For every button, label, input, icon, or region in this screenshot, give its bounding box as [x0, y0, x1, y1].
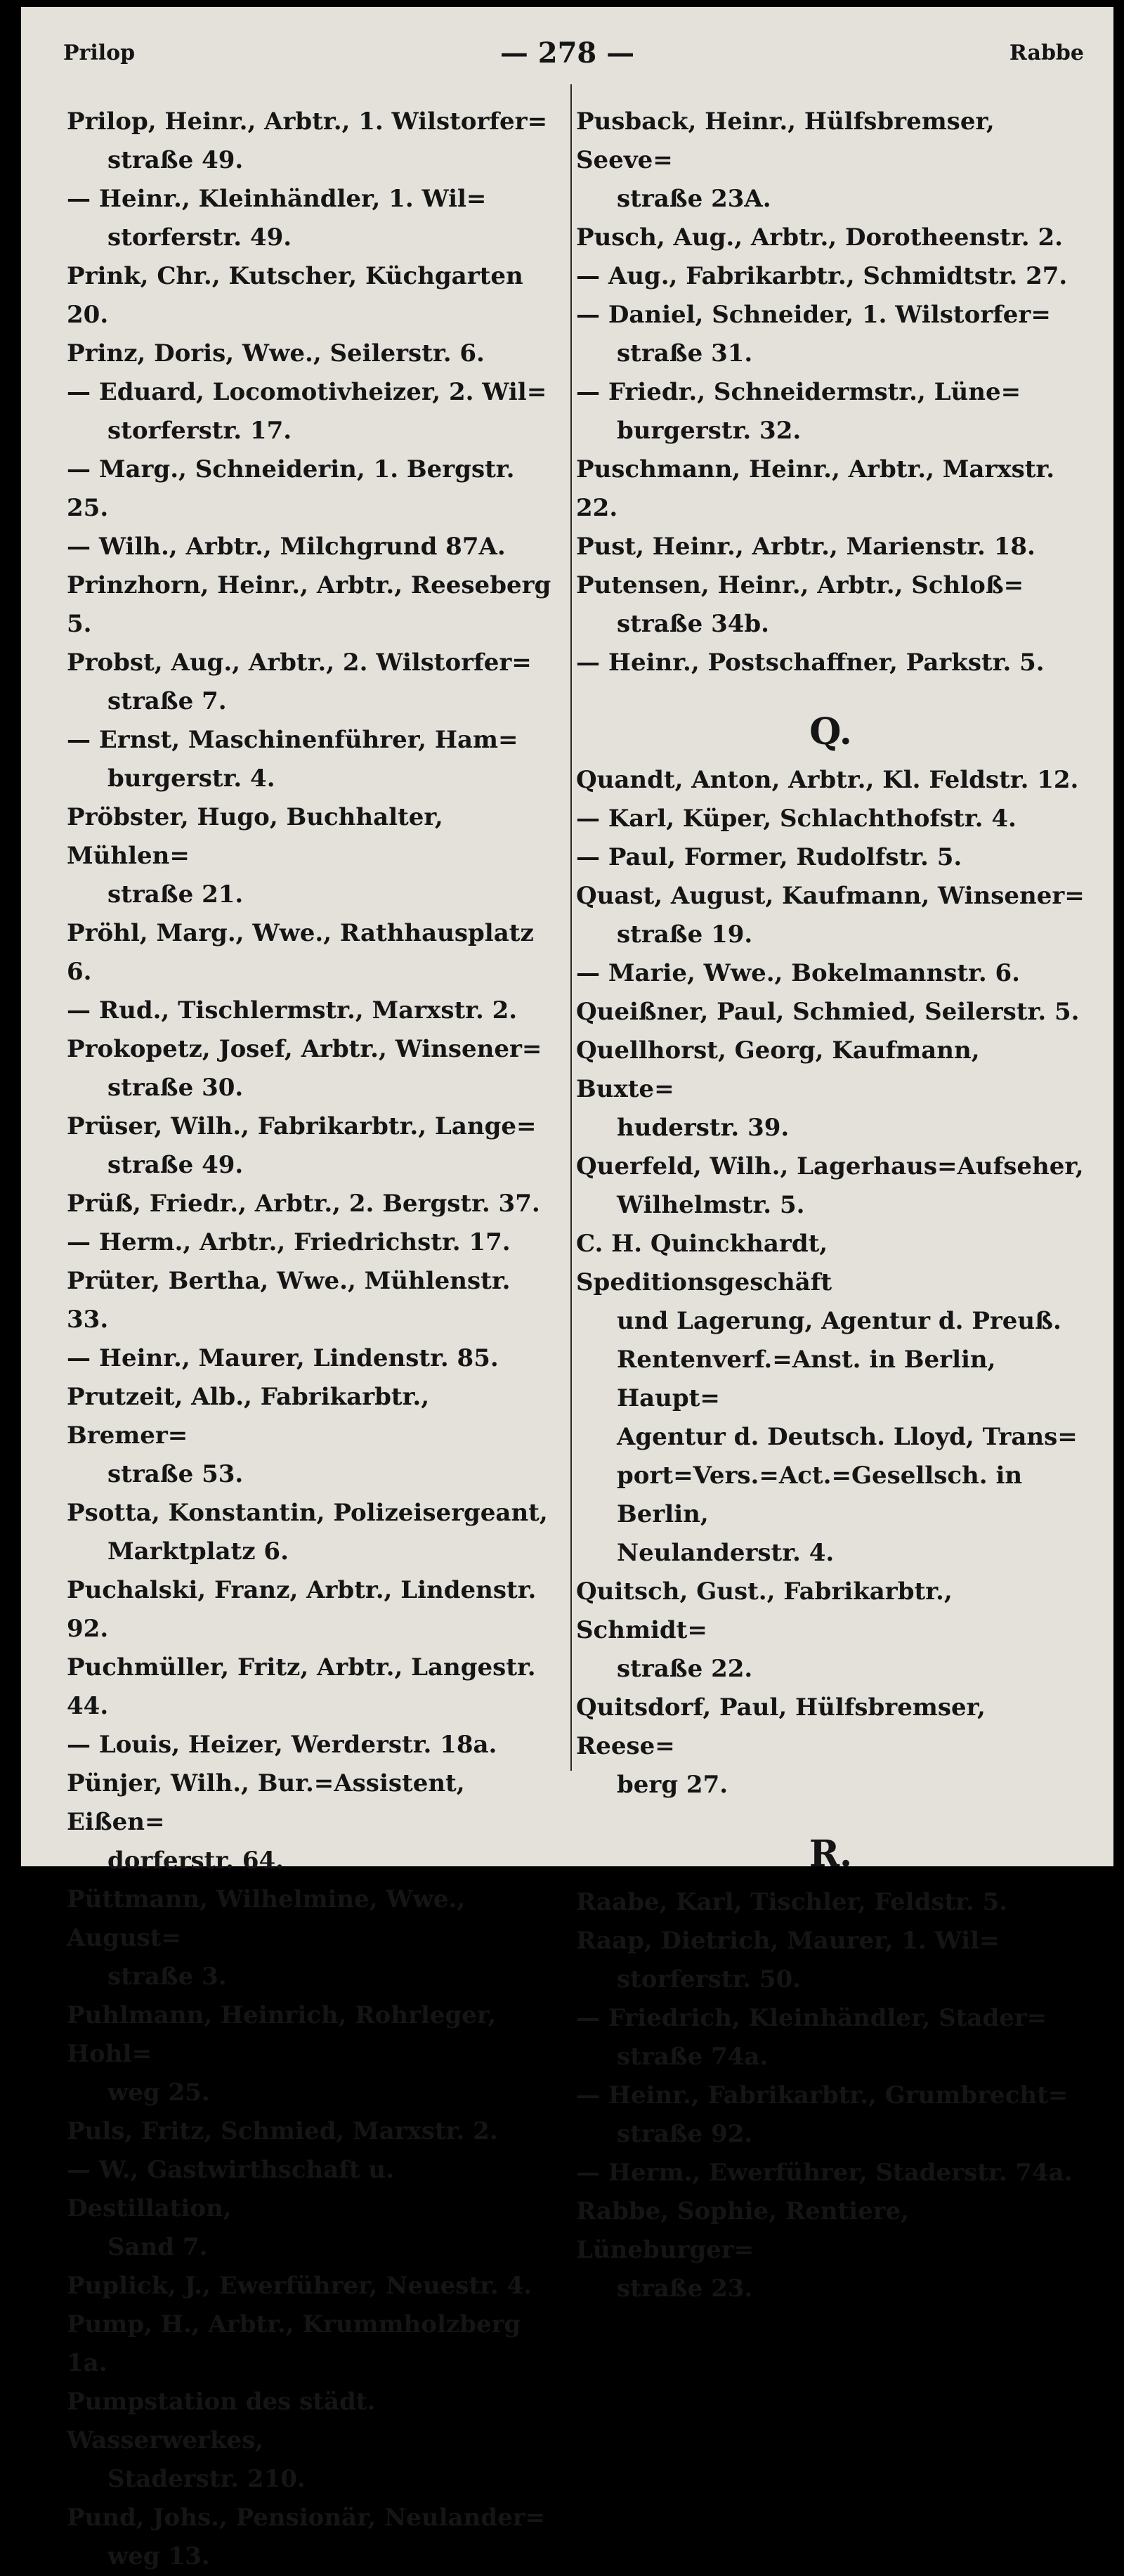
directory-entry	[67, 721, 558, 798]
directory-entry	[67, 1185, 558, 1223]
entry-line: Pund, Johs., Pensionär, Neulander=	[67, 2504, 546, 2532]
directory-entry	[576, 761, 1085, 800]
entry-continuation-line: straße 34b.	[617, 610, 770, 638]
entry-continuation-line: storferstr. 17.	[107, 417, 292, 445]
entry-line: — Wilh., Arbtr., Milchgrund 87A.	[67, 533, 506, 561]
entry-line: — Heinr., Kleinhändler, 1. Wil=	[67, 185, 487, 213]
entry-line: Puhlmann, Heinrich, Rohrleger, Hohl=	[67, 2001, 497, 2068]
entry-continuation-line: Marktplatz 6.	[107, 1537, 289, 1566]
directory-entry	[576, 800, 1085, 838]
entry-continuation-line: Wilhelmstr. 5.	[617, 1191, 805, 1219]
entry-continuation-line: und Lagerung, Agentur d. Preuß.	[617, 1307, 1061, 1335]
entry-line: Quandt, Anton, Arbtr., Kl. Feldstr. 12.	[576, 766, 1079, 794]
entry-continuation-line: huderstr. 39.	[617, 1114, 790, 1142]
directory-entry	[576, 1225, 1085, 1573]
entry-line: Puschmann, Heinr., Arbtr., Marxstr. 22.	[576, 455, 1055, 522]
entry-line: Prutzeit, Alb., Fabrikarbtr., Bremer=	[67, 1383, 430, 1450]
entry-line: — Karl, Küper, Schlachthofstr. 4.	[576, 805, 1017, 833]
directory-entry	[576, 2192, 1085, 2308]
entry-line: Puplick, J., Ewerführer, Neuestr. 4.	[67, 2272, 532, 2300]
directory-entry	[67, 2151, 558, 2267]
entry-line: — Daniel, Schneider, 1. Wilstorfer=	[576, 301, 1051, 329]
directory-entry	[67, 2305, 558, 2383]
entry-line: Quitsch, Gust., Fabrikarbtr., Schmidt=	[576, 1578, 953, 1644]
entry-continuation-line: berg 27.	[617, 1771, 728, 1799]
directory-entry	[67, 2499, 558, 2576]
directory-entry	[67, 1764, 558, 1880]
entry-line: Pusback, Heinr., Hülfsbremser, Seeve=	[576, 108, 995, 174]
directory-entry	[576, 528, 1085, 566]
entry-line: Probst, Aug., Arbtr., 2. Wilstorfer=	[67, 649, 532, 677]
q-entries	[576, 761, 1085, 1804]
entry-line: Prüß, Friedr., Arbtr., 2. Bergstr. 37.	[67, 1190, 540, 1218]
entry-line: Pröhl, Marg., Wwe., Rathhausplatz 6.	[67, 919, 534, 986]
entry-line: Pumpstation des städt. Wasserwerkes,	[67, 2388, 376, 2454]
column-divider	[570, 84, 572, 1771]
directory-entry	[576, 103, 1085, 219]
entry-line: Prüter, Bertha, Wwe., Mühlenstr. 33.	[67, 1267, 511, 1334]
entry-continuation-line: straße 92.	[617, 2120, 753, 2148]
entry-continuation-line: straße 49.	[107, 1151, 244, 1179]
directory-entry	[576, 1147, 1085, 1225]
entry-continuation-line: straße 21.	[107, 880, 244, 909]
entry-line: — Rud., Tischlermstr., Marxstr. 2.	[67, 996, 518, 1024]
p-entries	[576, 103, 1085, 682]
entry-continuation-line: straße 74a.	[617, 2043, 769, 2071]
entry-continuation-line: Sand 7.	[107, 2233, 208, 2261]
entry-line: Querfeld, Wilh., Lagerhaus=Aufseher,	[576, 1152, 1084, 1180]
entry-line: Prilop, Heinr., Arbtr., 1. Wilstorfer=	[67, 108, 548, 136]
section-heading-r: R.	[809, 1833, 853, 1875]
directory-entry	[67, 798, 558, 914]
directory-entry	[67, 1996, 558, 2112]
entry-line: Puchalski, Franz, Arbtr., Lindenstr. 92.	[67, 1576, 537, 1643]
entry-line: — Eduard, Locomotivheizer, 2. Wil=	[67, 378, 547, 406]
directory-entry	[67, 1223, 558, 1262]
directory-entry	[67, 257, 558, 334]
entry-continuation-line: straße 3.	[107, 1963, 227, 1991]
directory-entry	[576, 373, 1085, 450]
directory-entry	[67, 566, 558, 644]
entry-line: Prinz, Doris, Wwe., Seilerstr. 6.	[67, 339, 485, 367]
entry-line: — W., Gastwirthschaft u. Destillation,	[67, 2156, 394, 2223]
entry-continuation-line: straße 30.	[107, 1074, 244, 1102]
directory-entry	[67, 180, 558, 257]
entry-continuation-line: storferstr. 49.	[107, 223, 292, 252]
entry-line: Psotta, Konstantin, Polizeisergeant,	[67, 1499, 548, 1527]
entry-line: Raap, Dietrich, Maurer, 1. Wil=	[576, 1927, 1000, 1955]
entry-continuation-line: straße 31.	[617, 339, 753, 367]
entry-line: Pust, Heinr., Arbtr., Marienstr. 18.	[576, 533, 1035, 561]
directory-entry	[67, 1030, 558, 1107]
directory-entry	[576, 2076, 1085, 2154]
entry-continuation-line: straße 53.	[107, 1460, 244, 1488]
directory-entry	[576, 257, 1085, 296]
entry-continuation-line: straße 23A.	[617, 185, 771, 213]
entry-line: — Herm., Arbtr., Friedrichstr. 17.	[67, 1228, 511, 1256]
entry-line: — Marie, Wwe., Bokelmannstr. 6.	[576, 959, 1021, 987]
directory-entry	[576, 296, 1085, 373]
section-heading-q: Q.	[809, 710, 852, 753]
page-header	[21, 7, 1113, 74]
entry-line: — Marg., Schneiderin, 1. Bergstr. 25.	[67, 455, 515, 522]
directory-entry	[67, 2267, 558, 2305]
entry-line: Prinzhorn, Heinr., Arbtr., Reeseberg 5.	[67, 571, 551, 638]
directory-entry	[576, 450, 1085, 528]
directory-entry	[67, 1107, 558, 1185]
directory-page	[21, 7, 1113, 2570]
entry-continuation-line: dorferstr. 64.	[107, 1847, 284, 1875]
directory-entry	[576, 1573, 1085, 1689]
entry-continuation-line: storferstr. 50.	[617, 1965, 802, 1993]
directory-entry	[67, 1726, 558, 1764]
directory-entry	[67, 1339, 558, 1378]
directory-entry	[576, 644, 1085, 682]
entry-line: — Herm., Ewerführer, Staderstr. 74a.	[576, 2159, 1073, 2187]
directory-entry	[67, 450, 558, 528]
directory-entry	[67, 1648, 558, 1726]
running-head-left: Prilop	[63, 41, 136, 65]
entry-continuation-line: straße 22.	[617, 1655, 753, 1683]
directory-entry	[576, 1999, 1085, 2076]
entry-line: — Heinr., Maurer, Lindenstr. 85.	[67, 1344, 499, 1372]
entry-continuation-line: straße 7.	[107, 687, 227, 715]
entry-continuation-line: weg 13.	[107, 2542, 210, 2570]
entry-continuation-line: straße 23.	[617, 2275, 753, 2303]
entry-line: Prink, Chr., Kutscher, Küchgarten 20.	[67, 262, 523, 329]
directory-entry	[576, 1689, 1085, 1804]
entry-continuation-line: Rentenverf.=Anst. in Berlin, Haupt=	[617, 1346, 996, 1412]
entry-continuation-line: burgerstr. 32.	[617, 417, 802, 445]
entry-line: — Louis, Heizer, Werderstr. 18a.	[67, 1731, 497, 1759]
directory-entry	[67, 373, 558, 450]
entry-continuation-line: straße 49.	[107, 146, 244, 174]
entry-line: Quellhorst, Georg, Kaufmann, Buxte=	[576, 1036, 980, 1103]
entry-line: Rabbe, Sophie, Rentiere, Lüneburger=	[576, 2197, 910, 2264]
right-column	[576, 103, 1085, 2308]
entry-line: Quitsdorf, Paul, Hülfsbremser, Reese=	[576, 1693, 986, 1760]
directory-entry	[67, 1880, 558, 1996]
entry-continuation-line: burgerstr. 4.	[107, 765, 275, 793]
directory-entry	[67, 644, 558, 721]
directory-entry	[576, 838, 1085, 877]
entry-line: — Aug., Fabrikarbtr., Schmidtstr. 27.	[576, 262, 1068, 290]
entry-continuation-line: port=Vers.=Act.=Gesellsch. in Berlin,	[617, 1462, 1023, 1528]
entry-line: Pröbster, Hugo, Buchhalter, Mühlen=	[67, 803, 443, 870]
entry-line: — Paul, Former, Rudolfstr. 5.	[576, 843, 962, 871]
directory-entry	[67, 103, 558, 180]
directory-entry	[576, 1883, 1085, 1922]
directory-entry	[576, 1032, 1085, 1147]
directory-entry	[576, 2154, 1085, 2192]
entry-line: — Friedrich, Kleinhändler, Stader=	[576, 2004, 1047, 2032]
entry-line: Pump, H., Arbtr., Krummholzberg 1a.	[67, 2310, 521, 2377]
left-column	[67, 103, 558, 2576]
entry-line: — Heinr., Fabrikarbtr., Grumbrecht=	[576, 2081, 1069, 2109]
entry-line: Queißner, Paul, Schmied, Seilerstr. 5.	[576, 998, 1080, 1026]
entry-line: — Heinr., Postschaffner, Parkstr. 5.	[576, 649, 1045, 677]
entry-line: Puls, Fritz, Schmied, Marxstr. 2.	[67, 2117, 498, 2145]
entry-continuation-line: Neulanderstr. 4.	[617, 1539, 835, 1567]
directory-entry	[67, 1571, 558, 1648]
entry-line: Puchmüller, Fritz, Arbtr., Langestr. 44.	[67, 1653, 536, 1720]
entry-line: Raabe, Karl, Tischler, Feldstr. 5.	[576, 1888, 1008, 1916]
entry-line: Prüser, Wilh., Fabrikarbtr., Lange=	[67, 1112, 537, 1140]
entry-line: Prokopetz, Josef, Arbtr., Winsener=	[67, 1035, 542, 1063]
directory-entry	[576, 993, 1085, 1032]
directory-entry	[67, 1262, 558, 1339]
directory-entry	[67, 2112, 558, 2151]
entry-line: — Ernst, Maschinenführer, Ham=	[67, 726, 518, 754]
directory-entry	[67, 334, 558, 373]
entry-line: Püttmann, Wilhelmine, Wwe., August=	[67, 1885, 466, 1952]
entry-continuation-line: Staderstr. 210.	[107, 2465, 306, 2493]
entry-line: — Friedr., Schneidermstr., Lüne=	[576, 378, 1021, 406]
entry-line: Pünjer, Wilh., Bur.=Assistent, Eißen=	[67, 1769, 465, 1836]
entry-line: Putensen, Heinr., Arbtr., Schloß=	[576, 571, 1024, 599]
page-number: — 278 —	[499, 37, 635, 70]
entry-continuation-line: Agentur d. Deutsch. Lloyd, Trans=	[617, 1423, 1078, 1451]
entry-line: Quast, August, Kaufmann, Winsener=	[576, 882, 1085, 910]
entry-line: C. H. Quinckhardt, Speditionsgeschäft	[576, 1230, 832, 1296]
directory-entry	[67, 1494, 558, 1571]
directory-entry	[67, 528, 558, 566]
entry-line: Pusch, Aug., Arbtr., Dorotheenstr. 2.	[576, 223, 1063, 252]
running-head-right: Rabbe	[1009, 41, 1084, 65]
directory-entry	[67, 2383, 558, 2499]
directory-entry	[576, 1922, 1085, 1999]
directory-entry	[67, 914, 558, 991]
directory-entry	[576, 219, 1085, 257]
entry-continuation-line: straße 19.	[617, 921, 753, 949]
directory-entry	[67, 1378, 558, 1494]
directory-entry	[576, 566, 1085, 644]
directory-entry	[576, 877, 1085, 954]
directory-entry	[67, 991, 558, 1030]
entry-continuation-line: weg 25.	[107, 2079, 210, 2107]
directory-entry	[576, 954, 1085, 993]
r-entries	[576, 1883, 1085, 2308]
